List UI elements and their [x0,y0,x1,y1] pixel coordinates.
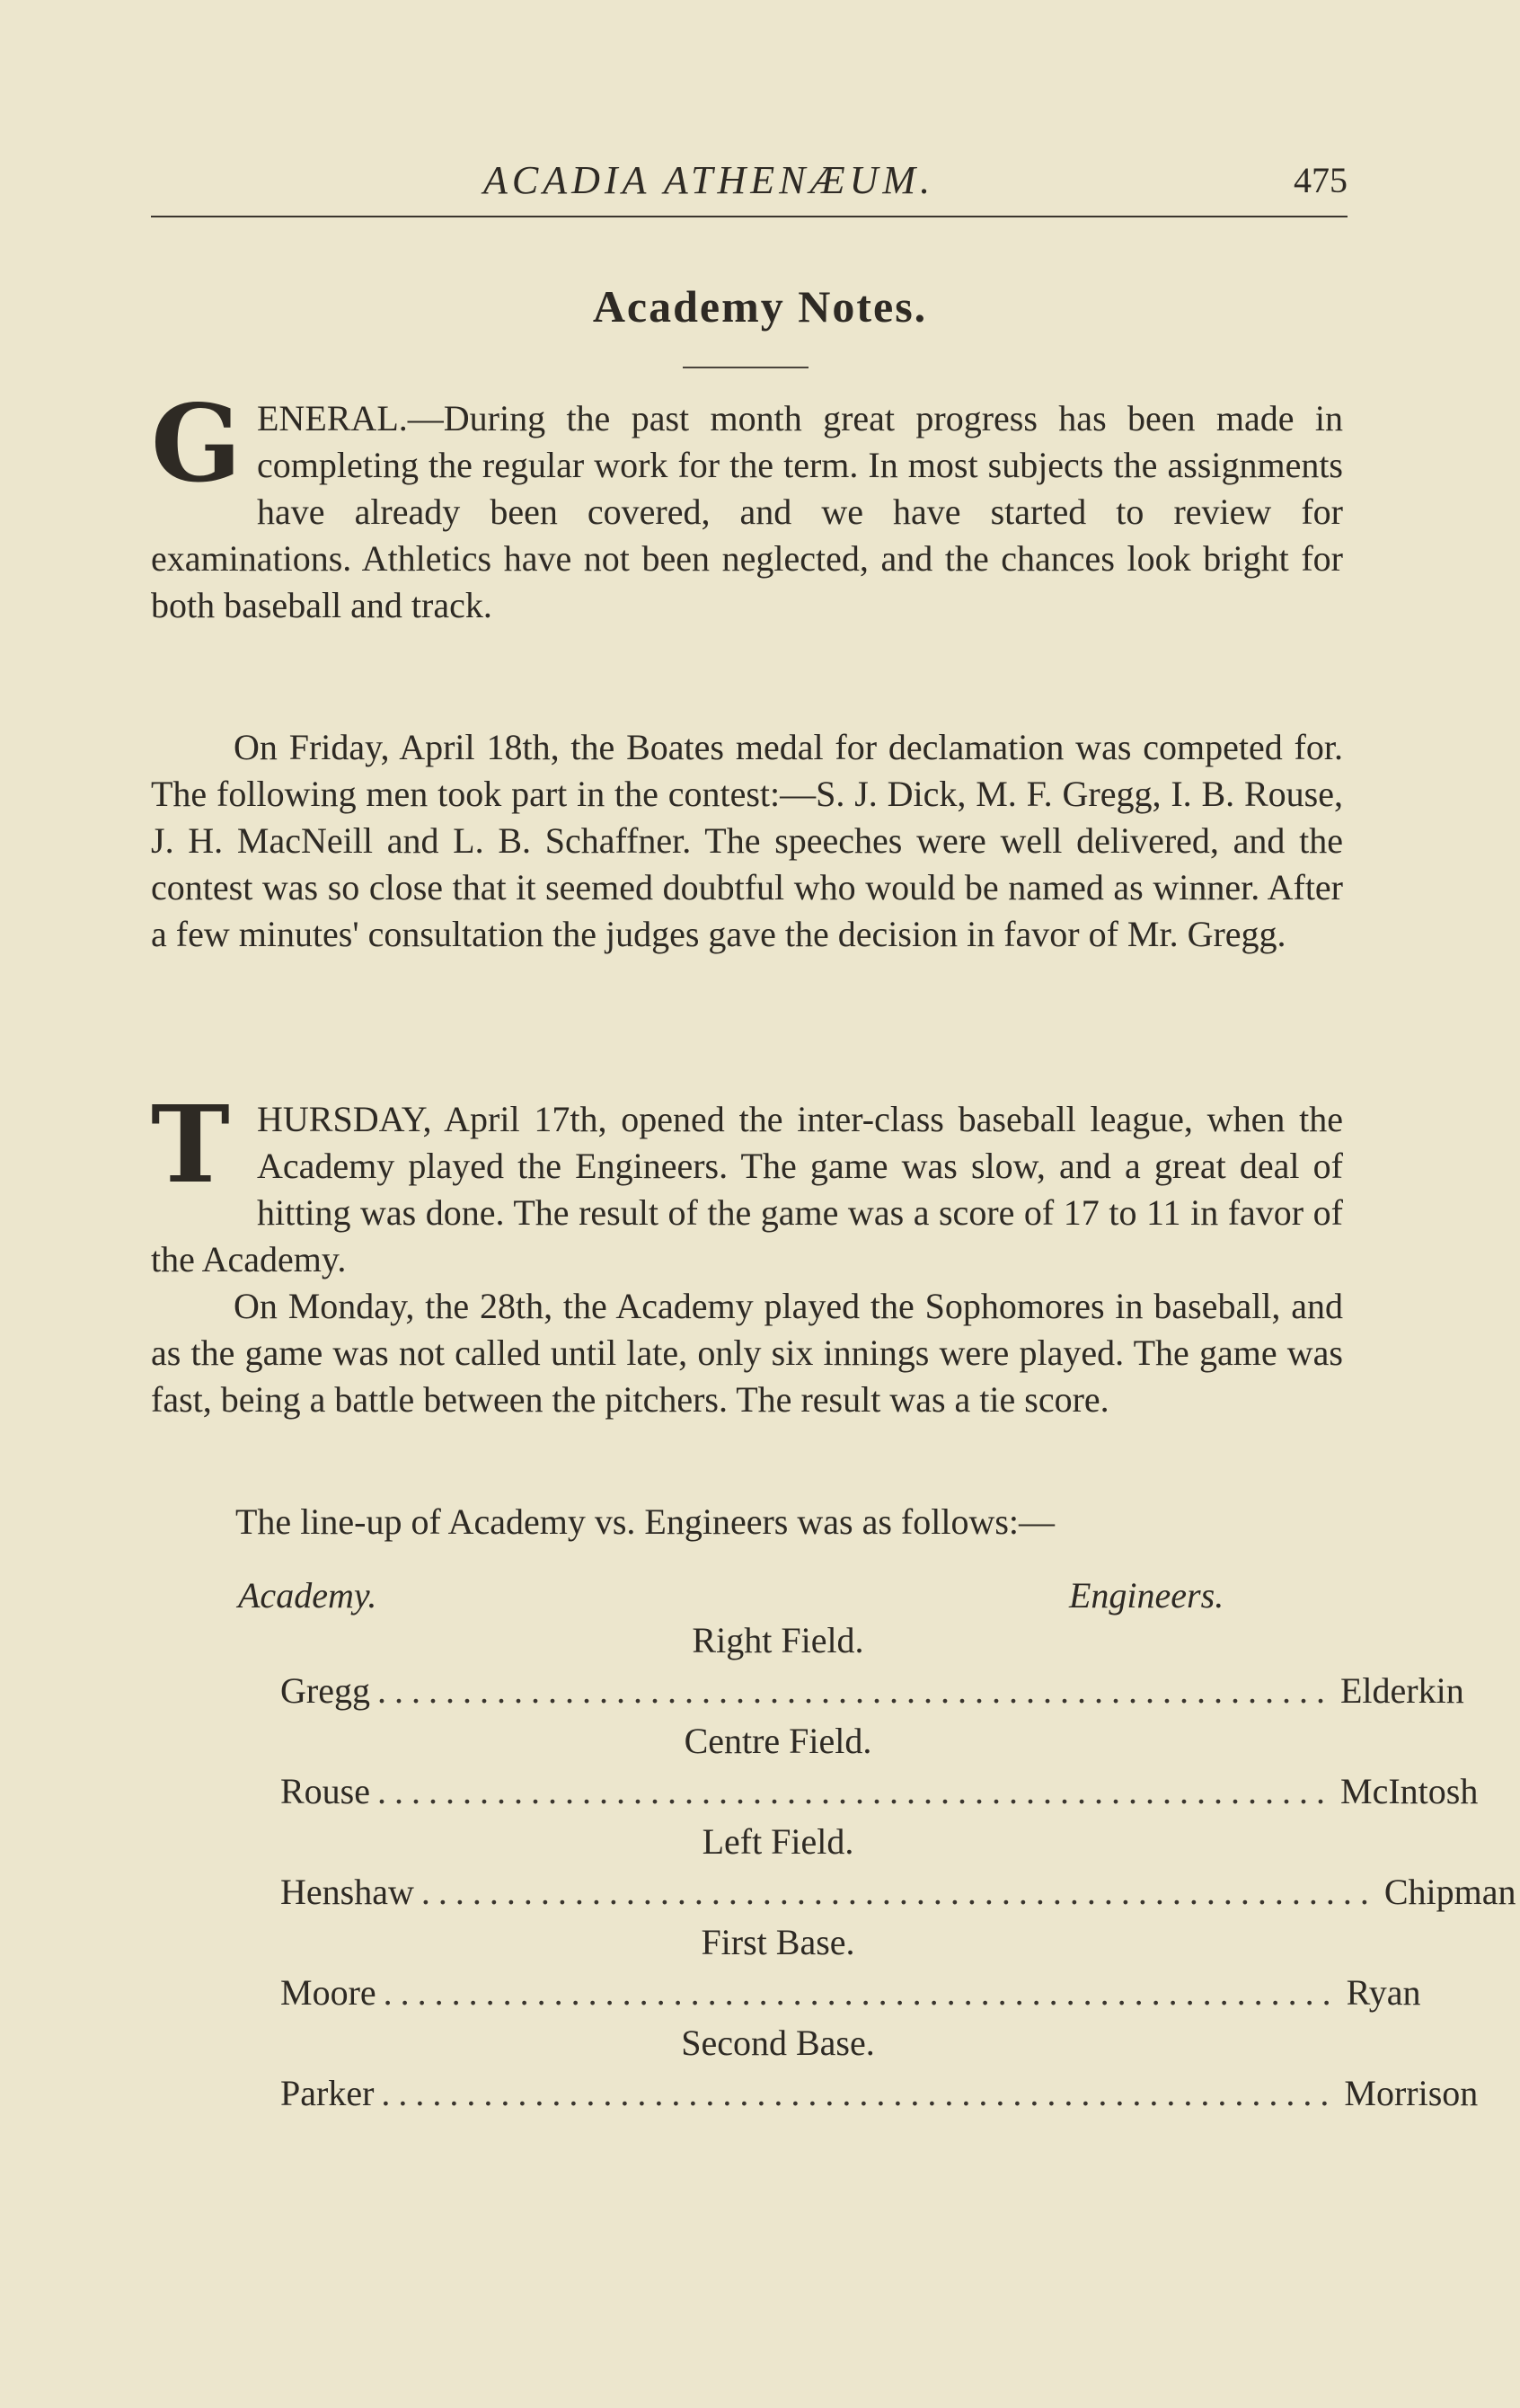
academy-heading: Academy. [238,1575,377,1616]
dot-leader: ........................................................ [420,1872,1377,1912]
drop-cap-t: T [151,1082,230,1207]
page-number: 475 [1294,160,1348,200]
section-title: Academy Notes. [592,281,928,332]
journal-title: ACADIA ATHENÆUM. [483,158,935,202]
dot-leader: ........................................................ [376,1670,1333,1711]
dot-leader: ........................................................ [377,1771,1333,1811]
running-header [151,157,1348,211]
header-rule [151,216,1348,217]
engineers-player: Elderkin [1339,1670,1464,1711]
paragraph-general-text: ENERAL.—During the past month great progress has been made in completing the regular work for the term. In most subjects the assignments have already been covered, and we have started to review for examinations. Athletics have not been neglected, and the chances look bright for both baseball and track. [151,398,1343,625]
engineers-player: Morrison [1344,2073,1479,2113]
lineup-row [280,1971,1421,2018]
drop-cap-g: G [151,381,242,506]
paragraph-thursday-text: HURSDAY, April 17th, opened the inter-class baseball league, when the Academy played the Engineers. The game was slow, and a great deal of hitting was done. The result of the game was a score of 17 to 11 in favor of the Academy. [151,1099,1343,1279]
lineup-intro: The line-up of Academy vs. Engineers was as follows:— [235,1501,1056,1542]
position-label: Centre Field. [684,1721,872,1761]
engineers-player: Ryan [1346,1972,1421,2013]
position-label: First Base. [701,1922,855,1962]
engineers-heading: Engineers. [1069,1575,1224,1616]
engineers-player: McIntosh [1340,1771,1479,1811]
academy-player: Rouse [280,1771,370,1811]
engineers-player: Chipman [1383,1872,1516,1912]
academy-player: Moore [280,1972,376,2013]
dot-leader: ........................................................ [383,1972,1339,2013]
paragraph-monday: On Monday, the 28th, the Academy played the Sophomores in baseball, and as the game was not called until late, only six innings were played. The game was fast, being a battle between the pitchers. The result was a tie score. [151,1286,1343,1420]
position-label: Right Field. [692,1620,864,1660]
paragraph-boates-medal: On Friday, April 18th, the Boates medal for declamation was competed for. The following men took part in the contest:—S. J. Dick, M. F. Gregg, I. B. Rouse, J. H. MacNeill and L. B. Schaffner. The speeches were well delivered, and the contest was so close that it seemed doubtful who would be named as winner. After a few minutes' consultation the judges gave the decision in favor of Mr. Gregg. [151,727,1343,954]
lineup-row [280,1871,1516,1917]
position-label: Left Field. [702,1821,854,1862]
paragraph-thursday [151,1082,1343,1283]
dot-leader: ........................................................ [381,2073,1338,2113]
academy-player: Gregg [280,1670,370,1711]
academy-player: Henshaw [280,1872,414,1912]
academy-player: Parker [280,2073,375,2113]
title-rule [683,367,809,368]
lineup-row [280,1770,1479,1817]
lineup-row [280,1669,1464,1716]
position-label: Second Base. [681,2023,875,2063]
lineup-row [280,2072,1479,2119]
paragraph-general [151,381,1343,629]
